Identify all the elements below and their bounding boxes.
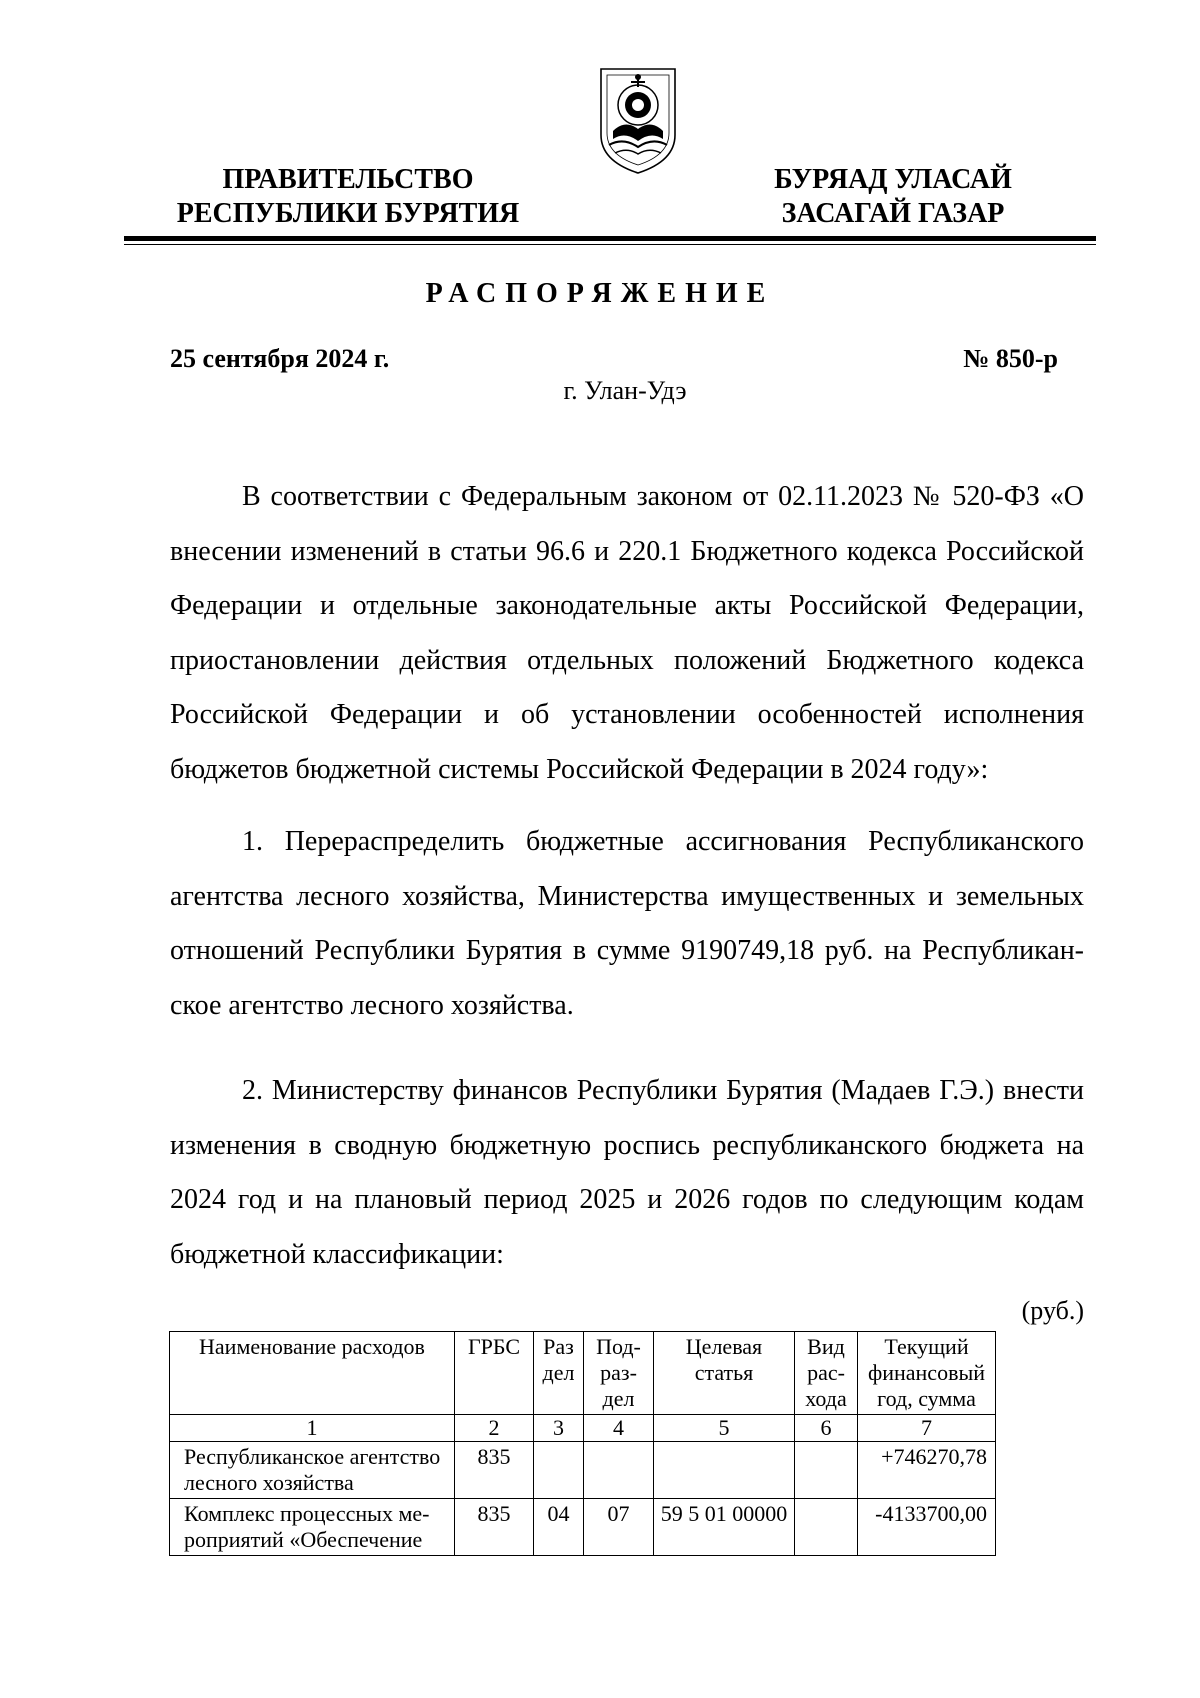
header-sum-line2: финансовый	[867, 1360, 986, 1385]
document-type-title: РАСПОРЯЖЕНИЕ	[425, 278, 775, 309]
row-podrazdel-cell	[584, 1442, 654, 1499]
header-cell-vid	[795, 1332, 858, 1415]
header-vid-line1: Вид	[807, 1334, 845, 1359]
header-target-line2: статья	[694, 1360, 754, 1385]
header-cell-razdel	[534, 1332, 584, 1415]
header-cell-podrazdel	[584, 1332, 654, 1415]
row-sum-cell: +746270,78	[858, 1442, 996, 1499]
column-number: 5	[654, 1415, 795, 1442]
header-vid-line2: рас-	[807, 1360, 845, 1385]
header-grbs-text: ГРБС	[467, 1334, 521, 1359]
header-cell-name	[170, 1332, 455, 1415]
header-cell-sum	[858, 1332, 996, 1415]
row-vid-cell	[795, 1499, 858, 1556]
row-name-cell	[170, 1499, 455, 1556]
row-grbs-cell: 835	[455, 1499, 534, 1556]
column-number: 6	[795, 1415, 858, 1442]
table-units-label: (руб.)	[1021, 1296, 1084, 1325]
row-podrazdel-cell: 07	[584, 1499, 654, 1556]
header-name-text: Наименование расходов	[199, 1334, 425, 1359]
header-vid-line3: хода	[805, 1386, 847, 1411]
row-razdel-cell: 04	[534, 1499, 584, 1556]
item-1-paragraph: 1. Перераспределить бюджетные ассигнования Республиканского агентства лесного хозяйства, Министерства имущественных и земельных отношений Республики Бурятия в сумме 9190749,18 руб. на Республиканское агентство лесного хозяйства.	[170, 826, 1084, 1021]
header-divider-thick	[124, 236, 1096, 241]
preamble-paragraph: В соответствии с Федеральным законом от 02.11.2023 № 520-ФЗ «О внесении изменений в статьи 96.6 и 220.1 Бюджетного кодекса Российской Федерации и отдельные законодательные акты Российской Федерации, приостановлении действия отдельных положений Бюджетного кодекса Российской Федерации и об установлении особенностей исполнения бюджетов бюджетной системы Российской Федерации в 2024 году»:	[170, 481, 1084, 785]
header-divider-thin	[124, 244, 1096, 245]
row-name-line1: Республиканское агентство	[184, 1444, 441, 1469]
coat-of-arms-emblem	[593, 57, 683, 177]
header-cell-target	[654, 1332, 795, 1415]
column-number: 2	[455, 1415, 534, 1442]
header-podrazdel-line2: раз-	[600, 1360, 637, 1385]
header-right-line2: ЗАСАГАЙ ГАЗАР	[781, 198, 1005, 229]
table-header-row	[170, 1332, 996, 1415]
header-target-line1: Целевая	[685, 1334, 763, 1359]
item-2-paragraph: 2. Министерству финансов Республики Бурятия (Мадаев Г.Э.) внести изменения в сводную бюджетную роспись республиканского бюджета на 2024 год и на плановый период 2025 и 2026 годов по следующим кодам бюджетной классификации:	[170, 1075, 1084, 1270]
header-podrazdel-line1: Под-	[596, 1334, 641, 1359]
header-podrazdel-line3: дел	[602, 1386, 635, 1411]
table-row	[170, 1499, 996, 1556]
header-cell-grbs	[455, 1332, 534, 1415]
header-government-bua	[748, 163, 1038, 231]
header-sum-line1: Текущий	[884, 1334, 969, 1359]
row-target-cell: 59 5 01 00000	[654, 1499, 795, 1556]
column-number-row	[170, 1415, 996, 1442]
table-row	[170, 1442, 996, 1499]
header-razdel-line1: Раз	[543, 1334, 574, 1359]
column-number: 7	[858, 1415, 996, 1442]
row-vid-cell	[795, 1442, 858, 1499]
document-date: 25 сентября 2024 г.	[170, 344, 390, 373]
header-right-line1: БУРЯАД УЛАСАЙ	[774, 164, 1012, 195]
budget-table	[169, 1331, 996, 1556]
row-name-cell	[170, 1442, 455, 1499]
row-target-cell	[654, 1442, 795, 1499]
row-name-line2: лесного хозяйства	[184, 1470, 354, 1495]
column-number: 1	[170, 1415, 455, 1442]
row-grbs-cell: 835	[455, 1442, 534, 1499]
row-razdel-cell	[534, 1442, 584, 1499]
column-number: 3	[534, 1415, 584, 1442]
header-left-line2: РЕСПУБЛИКИ БУРЯТИЯ	[176, 198, 520, 229]
header-razdel-line2: дел	[542, 1360, 575, 1385]
header-sum-line3: год, сумма	[877, 1386, 976, 1411]
row-name-line2: роприятий «Обеспечение	[184, 1527, 423, 1552]
header-left-line1: ПРАВИТЕЛЬСТВО	[222, 164, 474, 195]
row-name-line1: Комплекс процессных ме-	[184, 1501, 430, 1526]
column-number: 4	[584, 1415, 654, 1442]
document-city: г. Улан-Удэ	[563, 376, 687, 405]
header-government-ru	[168, 163, 528, 231]
row-sum-cell: -4133700,00	[858, 1499, 996, 1556]
document-number: № 850-р	[963, 344, 1058, 373]
